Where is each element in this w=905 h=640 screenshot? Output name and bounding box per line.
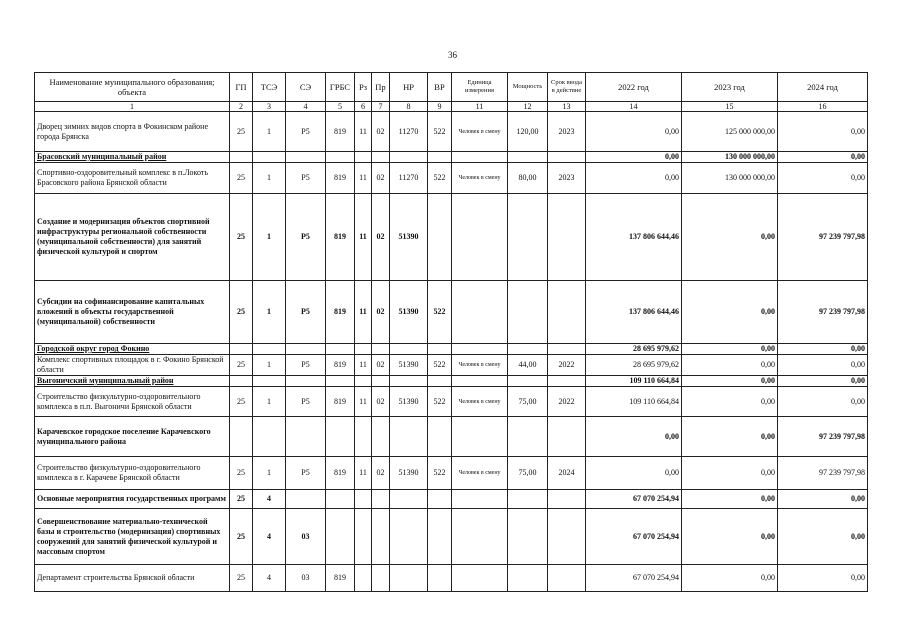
cell-gp: 25 [230,112,253,152]
header-pr: Пр [372,73,390,102]
cell-se: Р5 [286,112,326,152]
cell-y2024: 97 239 797,98 [778,281,868,344]
cell-y2024: 0,00 [778,355,868,376]
cell-name: Создание и модернизация объектов спортивной инфраструктуры региональной собственности (муниципальной собственности) для занятий физической культурой и спортом [35,194,230,281]
cell-vr [428,509,452,565]
cell-gp [230,417,253,457]
table-row [35,457,868,490]
cell-vr: 522 [428,387,452,417]
cell-nr [390,490,428,509]
cell-y2022: 0,00 [586,417,682,457]
column-number: 1 [35,102,230,112]
budget-table [34,72,868,592]
cell-tse: 1 [253,112,286,152]
cell-rz [355,509,372,565]
cell-pr: 02 [372,457,390,490]
cell-nr: 51390 [390,457,428,490]
cell-nr [390,565,428,592]
cell-unit [452,565,508,592]
cell-y2024: 0,00 [778,509,868,565]
cell-term: 2022 [548,355,586,376]
cell-unit [452,490,508,509]
cell-y2023: 0,00 [682,565,778,592]
cell-term [548,417,586,457]
cell-grbs [326,490,355,509]
column-number: 9 [428,102,452,112]
cell-power [508,152,548,163]
column-number: 14 [586,102,682,112]
cell-se: Р5 [286,163,326,194]
cell-power [508,344,548,355]
cell-vr: 522 [428,112,452,152]
table-row [35,490,868,509]
cell-y2023: 0,00 [682,344,778,355]
cell-power [508,509,548,565]
cell-gp [230,344,253,355]
cell-tse: 1 [253,355,286,376]
page-number: 36 [448,50,457,60]
cell-vr: 522 [428,457,452,490]
cell-vr [428,490,452,509]
cell-y2022: 0,00 [586,457,682,490]
column-number: 4 [286,102,326,112]
cell-nr [390,376,428,387]
cell-grbs: 819 [326,387,355,417]
cell-y2023: 0,00 [682,490,778,509]
cell-term: 2024 [548,457,586,490]
cell-name: Карачевское городское поселение Карачевского муниципального района [35,417,230,457]
cell-se: Р5 [286,194,326,281]
cell-nr [390,344,428,355]
cell-gp: 25 [230,490,253,509]
cell-se: Р5 [286,281,326,344]
cell-y2024: 0,00 [778,163,868,194]
cell-grbs [326,509,355,565]
cell-pr [372,565,390,592]
table-row [35,194,868,281]
header-2023: 2023 год [682,73,778,102]
cell-power [508,281,548,344]
cell-pr: 02 [372,281,390,344]
cell-unit: Человек в смену [452,457,508,490]
cell-vr: 522 [428,163,452,194]
cell-grbs [326,417,355,457]
cell-y2022: 0,00 [586,112,682,152]
cell-gp: 25 [230,194,253,281]
table-row [35,112,868,152]
cell-gp [230,376,253,387]
column-number: 8 [390,102,428,112]
column-number: 5 [326,102,355,112]
cell-grbs: 819 [326,163,355,194]
cell-y2022: 137 806 644,46 [586,281,682,344]
cell-unit [452,344,508,355]
cell-name: Строительство физкультурно-оздоровительного комплекса в г. Карачеве Брянской области [35,457,230,490]
cell-tse: 4 [253,565,286,592]
cell-y2023: 130 000 000,00 [682,152,778,163]
cell-rz [355,152,372,163]
cell-y2024: 97 239 797,98 [778,194,868,281]
table-row [35,163,868,194]
cell-rz: 11 [355,457,372,490]
cell-tse: 4 [253,509,286,565]
header-row [35,73,868,102]
cell-pr [372,509,390,565]
cell-name: Брасовский муниципальный район [35,152,230,163]
column-number: 15 [682,102,778,112]
header-term: Срок ввода в действие [548,73,586,102]
cell-grbs: 819 [326,281,355,344]
cell-y2023: 0,00 [682,355,778,376]
cell-rz: 11 [355,355,372,376]
cell-grbs: 819 [326,565,355,592]
column-number: 7 [372,102,390,112]
cell-vr [428,344,452,355]
cell-y2023: 0,00 [682,457,778,490]
cell-unit: Человек в смену [452,112,508,152]
column-number: 6 [355,102,372,112]
cell-unit: Человек в смену [452,355,508,376]
cell-y2022: 28 695 979,62 [586,344,682,355]
cell-tse: 1 [253,457,286,490]
cell-name: Основные мероприятия государственных программ [35,490,230,509]
cell-tse [253,152,286,163]
cell-rz: 11 [355,163,372,194]
cell-se [286,344,326,355]
cell-term [548,509,586,565]
cell-pr: 02 [372,355,390,376]
cell-pr: 02 [372,387,390,417]
cell-power [508,417,548,457]
cell-y2023: 0,00 [682,194,778,281]
cell-y2022: 0,00 [586,152,682,163]
cell-y2024: 0,00 [778,376,868,387]
cell-tse [253,376,286,387]
cell-rz: 11 [355,387,372,417]
cell-se [286,417,326,457]
cell-y2024: 97 239 797,98 [778,417,868,457]
column-number: 11 [452,102,508,112]
cell-pr [372,376,390,387]
cell-name: Строительство физкультурно-оздоровительного комплекса в п.п. Выгоничи Брянской области [35,387,230,417]
cell-grbs [326,152,355,163]
cell-nr [390,509,428,565]
table-row [35,152,868,163]
cell-term: 2022 [548,387,586,417]
cell-y2024: 97 239 797,98 [778,457,868,490]
cell-vr [428,152,452,163]
cell-tse [253,344,286,355]
cell-tse: 1 [253,194,286,281]
cell-y2023: 0,00 [682,387,778,417]
cell-term [548,376,586,387]
cell-vr [428,376,452,387]
table-row [35,565,868,592]
cell-tse: 1 [253,387,286,417]
table-row [35,344,868,355]
header-grbs: ГРБС [326,73,355,102]
cell-y2024: 0,00 [778,387,868,417]
cell-vr: 522 [428,355,452,376]
header-se: СЭ [286,73,326,102]
cell-power: 80,00 [508,163,548,194]
cell-pr [372,490,390,509]
cell-y2022: 137 806 644,46 [586,194,682,281]
header-gp: ГП [230,73,253,102]
cell-rz: 11 [355,194,372,281]
cell-name: Комплекс спортивных площадок в г. Фокино Брянской области [35,355,230,376]
cell-pr [372,152,390,163]
cell-vr [428,417,452,457]
cell-y2023: 0,00 [682,509,778,565]
cell-pr: 02 [372,112,390,152]
cell-rz: 11 [355,281,372,344]
cell-gp: 25 [230,457,253,490]
cell-tse: 1 [253,281,286,344]
cell-rz [355,344,372,355]
cell-term [548,194,586,281]
column-numbers-row [35,102,868,112]
cell-tse [253,417,286,457]
cell-name: Дворец зимних видов спорта в Фокинском районе города Брянска [35,112,230,152]
header-rz: Рз [355,73,372,102]
cell-name: Департамент строительства Брянской области [35,565,230,592]
header-2024: 2024 год [778,73,868,102]
cell-nr [390,417,428,457]
cell-y2024: 0,00 [778,112,868,152]
cell-gp: 25 [230,163,253,194]
table-row [35,509,868,565]
header-name: Наименование муниципального образования; объекта [35,73,230,102]
cell-tse: 4 [253,490,286,509]
cell-y2022: 28 695 979,62 [586,355,682,376]
cell-y2023: 0,00 [682,417,778,457]
table-row [35,417,868,457]
cell-vr: 522 [428,281,452,344]
cell-unit: Человек в смену [452,163,508,194]
table-body [35,112,868,592]
cell-unit [452,194,508,281]
cell-grbs: 819 [326,194,355,281]
header-nr: НР [390,73,428,102]
column-number: 3 [253,102,286,112]
cell-y2024: 0,00 [778,490,868,509]
header-unit: Единица измерения [452,73,508,102]
cell-unit [452,376,508,387]
cell-nr [390,152,428,163]
header-power: Мощность [508,73,548,102]
cell-gp: 25 [230,387,253,417]
cell-y2022: 109 110 664,84 [586,376,682,387]
cell-pr: 02 [372,194,390,281]
cell-name: Субсидии на софинансирование капитальных вложений в объекты государственной (муниципальной) собственности [35,281,230,344]
cell-y2023: 125 000 000,00 [682,112,778,152]
cell-unit [452,417,508,457]
cell-name: Городской округ город Фокино [35,344,230,355]
cell-name: Спортивно-оздоровительный комплекс в п.Локоть Брасовского района Брянской области [35,163,230,194]
cell-term [548,490,586,509]
cell-power [508,490,548,509]
cell-unit [452,281,508,344]
cell-rz [355,376,372,387]
cell-nr: 51390 [390,281,428,344]
column-number: 13 [548,102,586,112]
cell-gp: 25 [230,281,253,344]
cell-rz [355,565,372,592]
cell-nr: 51390 [390,355,428,376]
cell-term: 2023 [548,163,586,194]
cell-se [286,490,326,509]
cell-gp [230,152,253,163]
cell-se: 03 [286,509,326,565]
table-row [35,376,868,387]
cell-power [508,565,548,592]
cell-grbs [326,344,355,355]
header-2022: 2022 год [586,73,682,102]
cell-se [286,376,326,387]
cell-nr: 51390 [390,387,428,417]
header-tse: ТСЭ [253,73,286,102]
table-row [35,281,868,344]
cell-y2024: 0,00 [778,344,868,355]
cell-power [508,194,548,281]
cell-name: Совершенствование материально-технической базы и строительство (модернизация) спортивных сооружений для занятий физической культурой и массовым спортом [35,509,230,565]
cell-name: Выгоничский муниципальный район [35,376,230,387]
column-number: 16 [778,102,868,112]
cell-y2023: 0,00 [682,281,778,344]
cell-grbs [326,376,355,387]
cell-unit [452,509,508,565]
cell-power: 120,00 [508,112,548,152]
cell-power: 75,00 [508,457,548,490]
cell-y2022: 67 070 254,94 [586,490,682,509]
cell-se: Р5 [286,457,326,490]
cell-se [286,152,326,163]
cell-nr: 11270 [390,163,428,194]
cell-term [548,152,586,163]
cell-tse: 1 [253,163,286,194]
cell-y2022: 0,00 [586,163,682,194]
column-number: 12 [508,102,548,112]
cell-unit [452,152,508,163]
cell-y2022: 67 070 254,94 [586,565,682,592]
cell-grbs: 819 [326,457,355,490]
header-vr: ВР [428,73,452,102]
cell-y2024: 0,00 [778,565,868,592]
cell-y2023: 0,00 [682,376,778,387]
cell-nr: 11270 [390,112,428,152]
cell-gp: 25 [230,565,253,592]
cell-term [548,344,586,355]
table-row [35,387,868,417]
cell-y2022: 109 110 664,84 [586,387,682,417]
cell-power: 44,00 [508,355,548,376]
cell-rz [355,490,372,509]
cell-gp: 25 [230,355,253,376]
table-row [35,355,868,376]
cell-pr [372,417,390,457]
cell-nr: 51390 [390,194,428,281]
cell-term [548,281,586,344]
cell-rz [355,417,372,457]
cell-grbs: 819 [326,112,355,152]
cell-vr [428,194,452,281]
cell-se: Р5 [286,355,326,376]
cell-pr: 02 [372,163,390,194]
cell-se: Р5 [286,387,326,417]
cell-y2022: 67 070 254,94 [586,509,682,565]
cell-rz: 11 [355,112,372,152]
column-number: 2 [230,102,253,112]
cell-unit: Человек в смену [452,387,508,417]
cell-power [508,376,548,387]
cell-vr [428,565,452,592]
cell-y2024: 0,00 [778,152,868,163]
cell-y2023: 130 000 000,00 [682,163,778,194]
cell-grbs: 819 [326,355,355,376]
cell-pr [372,344,390,355]
cell-gp: 25 [230,509,253,565]
cell-power: 75,00 [508,387,548,417]
cell-se: 03 [286,565,326,592]
cell-term: 2023 [548,112,586,152]
cell-term [548,565,586,592]
